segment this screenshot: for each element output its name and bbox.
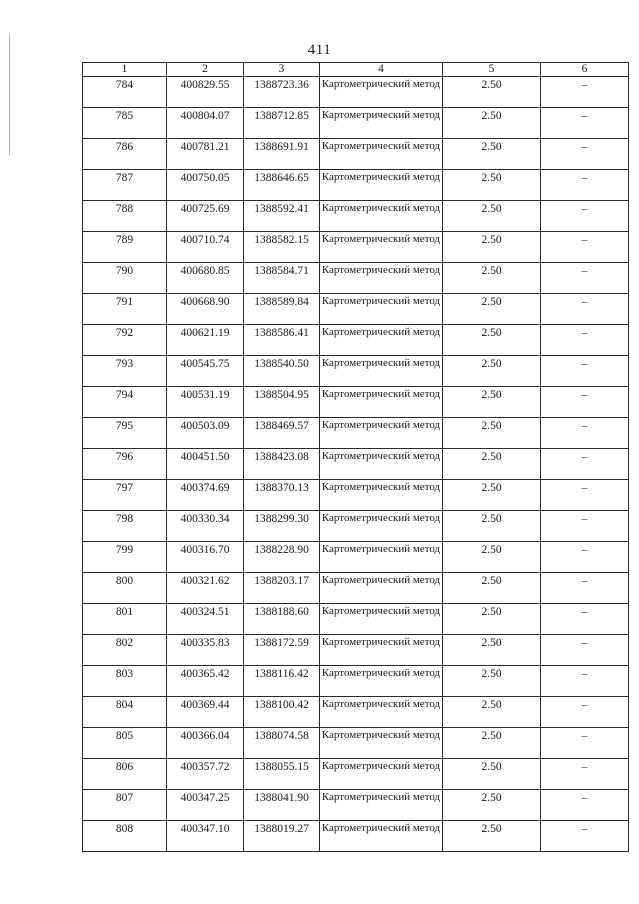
cell-y-coordinate: 1388370.13 <box>244 480 320 511</box>
column-header-point-number: 1 <box>83 63 167 77</box>
cell-accuracy: 2.50 <box>443 821 541 852</box>
cell-method: Картометрический метод <box>320 759 443 790</box>
cell-note: – <box>541 139 629 170</box>
cell-accuracy: 2.50 <box>443 635 541 666</box>
cell-note: – <box>541 449 629 480</box>
table-row <box>83 418 629 449</box>
cell-y-coordinate: 1388228.90 <box>244 542 320 573</box>
table-row <box>83 232 629 263</box>
cell-method: Картометрический метод <box>320 666 443 697</box>
cell-note: – <box>541 573 629 604</box>
cell-accuracy: 2.50 <box>443 697 541 728</box>
cell-y-coordinate: 1388203.17 <box>244 573 320 604</box>
cell-note: – <box>541 759 629 790</box>
cell-x-coordinate: 400374.69 <box>167 480 244 511</box>
cell-x-coordinate: 400324.51 <box>167 604 244 635</box>
cell-accuracy: 2.50 <box>443 449 541 480</box>
cell-method: Картометрический метод <box>320 573 443 604</box>
table-row <box>83 635 629 666</box>
column-header-x: 2 <box>167 63 244 77</box>
cell-note: – <box>541 294 629 325</box>
cell-accuracy: 2.50 <box>443 511 541 542</box>
cell-method: Картометрический метод <box>320 511 443 542</box>
cell-x-coordinate: 400347.10 <box>167 821 244 852</box>
cell-x-coordinate: 400365.42 <box>167 666 244 697</box>
cell-method: Картометрический метод <box>320 356 443 387</box>
cell-point-number: 789 <box>83 232 167 263</box>
cell-note: – <box>541 201 629 232</box>
cell-method: Картометрический метод <box>320 449 443 480</box>
cell-x-coordinate: 400710.74 <box>167 232 244 263</box>
cell-point-number: 792 <box>83 325 167 356</box>
table-row <box>83 821 629 852</box>
cell-accuracy: 2.50 <box>443 232 541 263</box>
column-header-y: 3 <box>244 63 320 77</box>
cell-note: – <box>541 387 629 418</box>
table-body <box>83 77 629 852</box>
table-row <box>83 604 629 635</box>
cell-accuracy: 2.50 <box>443 573 541 604</box>
cell-method: Картометрический метод <box>320 294 443 325</box>
cell-point-number: 803 <box>83 666 167 697</box>
cell-y-coordinate: 1388299.30 <box>244 511 320 542</box>
table-row <box>83 325 629 356</box>
cell-point-number: 805 <box>83 728 167 759</box>
cell-point-number: 794 <box>83 387 167 418</box>
cell-y-coordinate: 1388584.71 <box>244 263 320 294</box>
column-header-accuracy: 5 <box>443 63 541 77</box>
cell-method: Картометрический метод <box>320 77 443 108</box>
cell-note: – <box>541 108 629 139</box>
cell-method: Картометрический метод <box>320 170 443 201</box>
cell-y-coordinate: 1388116.42 <box>244 666 320 697</box>
table-row <box>83 263 629 294</box>
cell-x-coordinate: 400366.04 <box>167 728 244 759</box>
cell-point-number: 799 <box>83 542 167 573</box>
cell-method: Картометрический метод <box>320 635 443 666</box>
cell-method: Картометрический метод <box>320 790 443 821</box>
cell-y-coordinate: 1388646.65 <box>244 170 320 201</box>
cell-y-coordinate: 1388504.95 <box>244 387 320 418</box>
cell-y-coordinate: 1388172.59 <box>244 635 320 666</box>
cell-accuracy: 2.50 <box>443 790 541 821</box>
cell-x-coordinate: 400321.62 <box>167 573 244 604</box>
cell-accuracy: 2.50 <box>443 480 541 511</box>
table-row <box>83 387 629 418</box>
cell-note: – <box>541 790 629 821</box>
cell-accuracy: 2.50 <box>443 201 541 232</box>
table-row <box>83 573 629 604</box>
table-row <box>83 728 629 759</box>
cell-y-coordinate: 1388691.91 <box>244 139 320 170</box>
cell-method: Картометрический метод <box>320 201 443 232</box>
cell-accuracy: 2.50 <box>443 108 541 139</box>
cell-x-coordinate: 400369.44 <box>167 697 244 728</box>
cell-method: Картометрический метод <box>320 387 443 418</box>
cell-point-number: 800 <box>83 573 167 604</box>
cell-x-coordinate: 400829.55 <box>167 77 244 108</box>
cell-accuracy: 2.50 <box>443 77 541 108</box>
cell-y-coordinate: 1388041.90 <box>244 790 320 821</box>
cell-note: – <box>541 697 629 728</box>
cell-method: Картометрический метод <box>320 480 443 511</box>
cell-point-number: 791 <box>83 294 167 325</box>
cell-note: – <box>541 821 629 852</box>
table-row <box>83 77 629 108</box>
cell-method: Картометрический метод <box>320 697 443 728</box>
table-row <box>83 666 629 697</box>
cell-point-number: 801 <box>83 604 167 635</box>
cell-method: Картометрический метод <box>320 542 443 573</box>
cell-accuracy: 2.50 <box>443 139 541 170</box>
cell-x-coordinate: 400750.05 <box>167 170 244 201</box>
table-row <box>83 108 629 139</box>
cell-point-number: 793 <box>83 356 167 387</box>
cell-method: Картометрический метод <box>320 232 443 263</box>
cell-x-coordinate: 400725.69 <box>167 201 244 232</box>
cell-accuracy: 2.50 <box>443 542 541 573</box>
cell-method: Картометрический метод <box>320 418 443 449</box>
cell-note: – <box>541 542 629 573</box>
table-row <box>83 511 629 542</box>
cell-note: – <box>541 511 629 542</box>
cell-note: – <box>541 480 629 511</box>
cell-y-coordinate: 1388589.84 <box>244 294 320 325</box>
table-row <box>83 139 629 170</box>
cell-y-coordinate: 1388592.41 <box>244 201 320 232</box>
cell-point-number: 787 <box>83 170 167 201</box>
table-row <box>83 480 629 511</box>
table-row <box>83 759 629 790</box>
cell-point-number: 804 <box>83 697 167 728</box>
cell-accuracy: 2.50 <box>443 666 541 697</box>
cell-x-coordinate: 400330.34 <box>167 511 244 542</box>
cell-x-coordinate: 400335.83 <box>167 635 244 666</box>
cell-note: – <box>541 77 629 108</box>
cell-x-coordinate: 400451.50 <box>167 449 244 480</box>
cell-point-number: 784 <box>83 77 167 108</box>
table-row <box>83 356 629 387</box>
cell-y-coordinate: 1388074.58 <box>244 728 320 759</box>
cell-point-number: 797 <box>83 480 167 511</box>
cell-y-coordinate: 1388100.42 <box>244 697 320 728</box>
cell-x-coordinate: 400545.75 <box>167 356 244 387</box>
cell-point-number: 786 <box>83 139 167 170</box>
cell-point-number: 798 <box>83 511 167 542</box>
cell-x-coordinate: 400531.19 <box>167 387 244 418</box>
cell-y-coordinate: 1388019.27 <box>244 821 320 852</box>
cell-y-coordinate: 1388469.57 <box>244 418 320 449</box>
cell-y-coordinate: 1388188.60 <box>244 604 320 635</box>
column-header-note: 6 <box>541 63 629 77</box>
cell-point-number: 788 <box>83 201 167 232</box>
cell-note: – <box>541 170 629 201</box>
table-row <box>83 201 629 232</box>
cell-method: Картометрический метод <box>320 108 443 139</box>
cell-accuracy: 2.50 <box>443 325 541 356</box>
cell-method: Картометрический метод <box>320 139 443 170</box>
cell-y-coordinate: 1388586.41 <box>244 325 320 356</box>
cell-note: – <box>541 325 629 356</box>
cell-point-number: 806 <box>83 759 167 790</box>
cell-method: Картометрический метод <box>320 604 443 635</box>
column-header-method: 4 <box>320 63 443 77</box>
cell-x-coordinate: 400621.19 <box>167 325 244 356</box>
table-row <box>83 449 629 480</box>
cell-accuracy: 2.50 <box>443 418 541 449</box>
cell-accuracy: 2.50 <box>443 170 541 201</box>
cell-point-number: 785 <box>83 108 167 139</box>
cell-note: – <box>541 635 629 666</box>
cell-x-coordinate: 400680.85 <box>167 263 244 294</box>
cell-x-coordinate: 400781.21 <box>167 139 244 170</box>
coordinates-table <box>82 62 629 852</box>
cell-y-coordinate: 1388423.08 <box>244 449 320 480</box>
cell-accuracy: 2.50 <box>443 356 541 387</box>
cell-y-coordinate: 1388712.85 <box>244 108 320 139</box>
cell-note: – <box>541 356 629 387</box>
cell-note: – <box>541 604 629 635</box>
table-row <box>83 790 629 821</box>
cell-point-number: 807 <box>83 790 167 821</box>
cell-note: – <box>541 418 629 449</box>
cell-x-coordinate: 400503.09 <box>167 418 244 449</box>
cell-accuracy: 2.50 <box>443 759 541 790</box>
cell-point-number: 795 <box>83 418 167 449</box>
cell-method: Картометрический метод <box>320 325 443 356</box>
cell-note: – <box>541 666 629 697</box>
page-number: 411 <box>307 42 332 58</box>
cell-note: – <box>541 263 629 294</box>
cell-method: Картометрический метод <box>320 821 443 852</box>
cell-y-coordinate: 1388540.50 <box>244 356 320 387</box>
cell-point-number: 802 <box>83 635 167 666</box>
cell-y-coordinate: 1388582.15 <box>244 232 320 263</box>
cell-x-coordinate: 400357.72 <box>167 759 244 790</box>
table-header-row <box>83 63 629 77</box>
cell-x-coordinate: 400316.70 <box>167 542 244 573</box>
cell-method: Картометрический метод <box>320 728 443 759</box>
table-row <box>83 294 629 325</box>
cell-point-number: 808 <box>83 821 167 852</box>
cell-method: Картометрический метод <box>320 263 443 294</box>
cell-accuracy: 2.50 <box>443 728 541 759</box>
cell-point-number: 796 <box>83 449 167 480</box>
table-row <box>83 170 629 201</box>
cell-x-coordinate: 400804.07 <box>167 108 244 139</box>
cell-accuracy: 2.50 <box>443 604 541 635</box>
cell-note: – <box>541 232 629 263</box>
table-row <box>83 697 629 728</box>
cell-y-coordinate: 1388723.36 <box>244 77 320 108</box>
cell-x-coordinate: 400668.90 <box>167 294 244 325</box>
cell-accuracy: 2.50 <box>443 294 541 325</box>
cell-accuracy: 2.50 <box>443 263 541 294</box>
cell-accuracy: 2.50 <box>443 387 541 418</box>
table-row <box>83 542 629 573</box>
cell-note: – <box>541 728 629 759</box>
cell-y-coordinate: 1388055.15 <box>244 759 320 790</box>
cell-point-number: 790 <box>83 263 167 294</box>
cell-x-coordinate: 400347.25 <box>167 790 244 821</box>
